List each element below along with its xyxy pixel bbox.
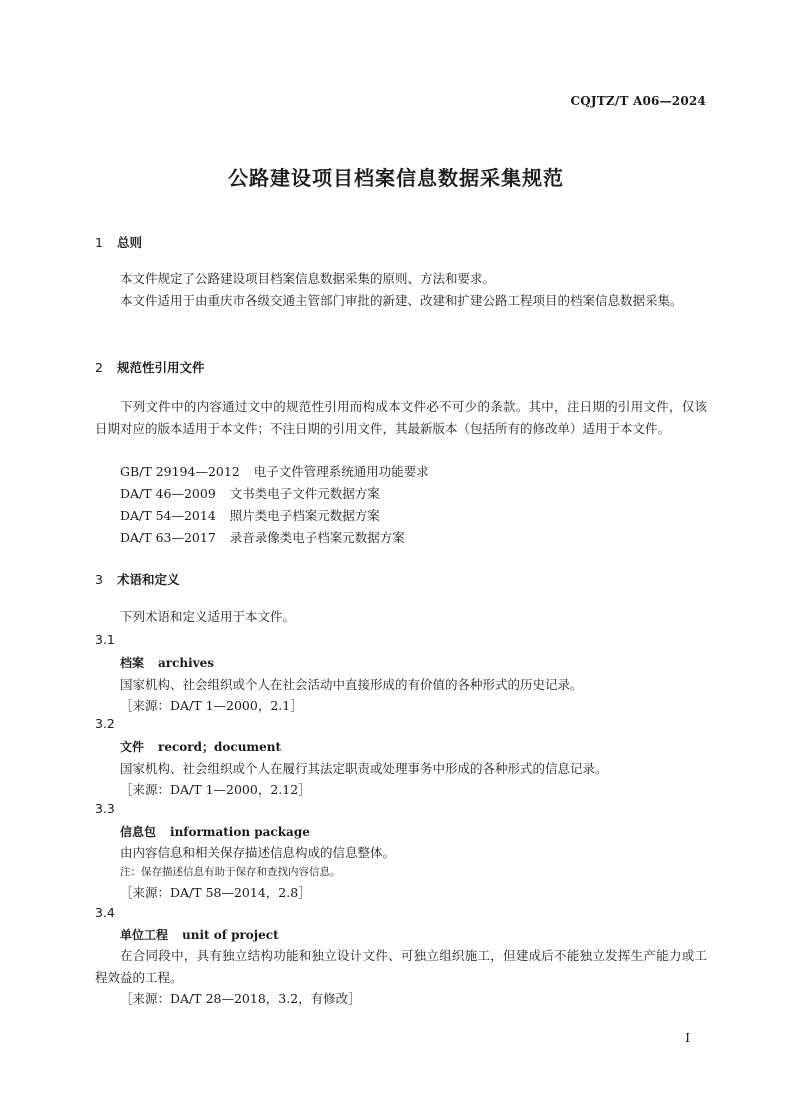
section-2-heading — [95, 358, 205, 376]
term-source: ［来源：DA/T 1—2000，2.1］ — [120, 698, 303, 713]
term-en: information package — [170, 825, 310, 839]
reference-item — [120, 506, 380, 524]
term-name — [120, 654, 214, 671]
section-3-heading — [95, 570, 180, 588]
section-number: 3 — [95, 572, 103, 587]
term-zh: 文件 — [120, 740, 145, 754]
reference-title: 文书类电子文件元数据方案 — [229, 486, 380, 501]
paragraph: 下列术语和定义适用于本文件。 — [120, 609, 296, 624]
section-title: 规范性引用文件 — [117, 360, 205, 375]
term-zh: 单位工程 — [120, 928, 169, 942]
section-number: 1 — [95, 235, 103, 250]
document-title: 公路建设项目档案信息数据采集规范 — [228, 166, 564, 190]
term-source: ［来源：DA/T 1—2000，2.12］ — [120, 782, 311, 797]
reference-title: 电子文件管理系统通用功能要求 — [253, 464, 429, 479]
reference-item — [120, 462, 429, 480]
term-definition: 国家机构、社会组织或个人在社会活动中直接形成的有价值的各种形式的历史记录。 — [120, 677, 583, 692]
term-definition: 由内容信息和相关保存描述信息构成的信息整体。 — [120, 845, 396, 860]
term-zh: 档案 — [120, 656, 145, 670]
term-number: 3.1 — [95, 632, 115, 647]
section-number: 2 — [95, 360, 103, 375]
reference-code: DA/T 46—2009 — [120, 486, 216, 501]
term-name — [120, 738, 281, 755]
reference-item — [120, 528, 405, 546]
reference-item — [120, 484, 380, 502]
reference-title: 录音录像类电子档案元数据方案 — [229, 530, 405, 545]
term-note: 注：保存描述信息有助于保存和查找内容信息。 — [120, 866, 341, 878]
term-en: record；document — [158, 740, 282, 754]
section-title: 总则 — [117, 235, 143, 250]
reference-code: DA/T 54—2014 — [120, 508, 216, 523]
reference-code: GB/T 29194—2012 — [120, 464, 240, 479]
section-title: 术语和定义 — [117, 572, 180, 587]
term-number: 3.2 — [95, 716, 115, 731]
paragraph: 下列文件中的内容通过文中的规范性引用而构成本文件必不可少的条款。其中，注日期的引用文件，仅该日期对应的版本适用于本文件；不注日期的引用文件，其最新版本（包括所有的修改单）适用于本文件。 — [95, 399, 707, 436]
term-zh: 信息包 — [120, 825, 157, 839]
term-name — [120, 926, 279, 943]
term-source: ［来源：DA/T 28—2018，3.2，有修改］ — [120, 991, 361, 1006]
term-en: unit of project — [182, 928, 279, 942]
term-en: archives — [158, 656, 215, 670]
term-definition: 在合同段中，具有独立结构功能和独立设计文件、可独立组织施工，但建成后不能独立发挥生产能力或工程效益的工程。 — [95, 948, 707, 985]
term-source: ［来源：DA/T 58—2014，2.8］ — [120, 885, 311, 900]
section-1-heading — [95, 233, 142, 251]
page-number: I — [685, 1031, 690, 1045]
reference-code: DA/T 63—2017 — [120, 530, 216, 545]
reference-title: 照片类电子档案元数据方案 — [229, 508, 380, 523]
standard-code: CQJTZ/T A06—2024 — [570, 94, 706, 108]
term-definition: 国家机构、社会组织或个人在履行其法定职责或处理事务中形成的各种形式的信息记录。 — [120, 761, 608, 776]
term-name — [120, 823, 310, 840]
term-number: 3.3 — [95, 801, 115, 816]
paragraph: 本文件适用于由重庆市各级交通主管部门审批的新建、改建和扩建公路工程项目的档案信息数据采集。 — [120, 293, 683, 308]
term-number: 3.4 — [95, 905, 115, 920]
paragraph: 本文件规定了公路建设项目档案信息数据采集的原则、方法和要求。 — [120, 271, 496, 286]
